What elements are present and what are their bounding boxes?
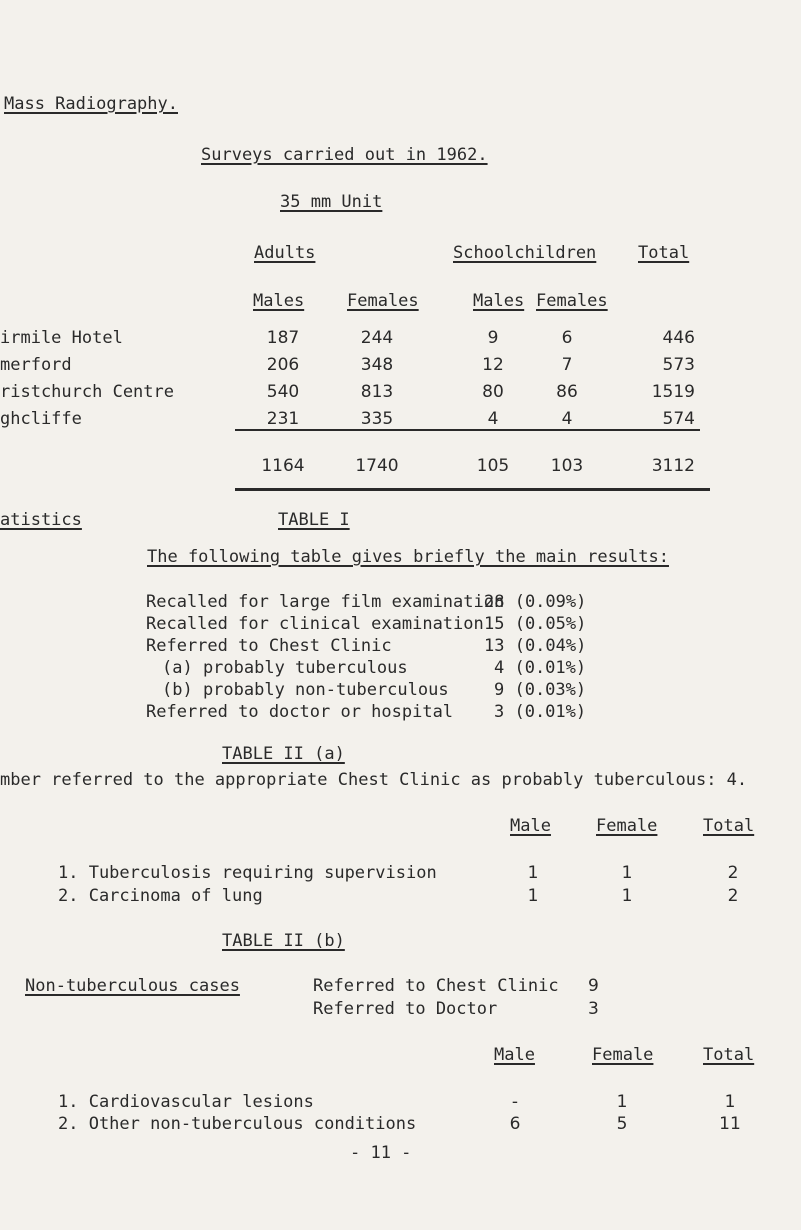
table-2b-row-label: 2. Other non-tuberculous conditions bbox=[58, 1114, 417, 1134]
table-2a-row-label: 1. Tuberculosis requiring supervision bbox=[58, 863, 437, 883]
grand-total: 3112 bbox=[651, 456, 695, 476]
subtotal-rule bbox=[235, 429, 700, 431]
table-2a-row-female: 1 bbox=[621, 863, 633, 883]
table-2a-row-male: 1 bbox=[527, 886, 539, 906]
total-adult-females: 1740 bbox=[355, 456, 399, 476]
table-2a-row-total: 2 bbox=[727, 886, 739, 906]
place-name: ghcliffe bbox=[0, 409, 82, 429]
table-1-intro: The following table gives briefly the main results: bbox=[147, 547, 669, 567]
adult-females-value: 244 bbox=[360, 328, 394, 348]
child-females-value: 86 bbox=[556, 382, 578, 402]
table-2a-row-total: 2 bbox=[727, 863, 739, 883]
page-number: - 11 - bbox=[350, 1143, 412, 1163]
table-2b-row-male: - bbox=[511, 1092, 519, 1112]
place-name: ristchurch Centre bbox=[0, 382, 174, 402]
table-2a-col-total: Total bbox=[703, 816, 755, 836]
referred-doctor-label: Referred to Doctor bbox=[313, 999, 498, 1019]
stat-label: Recalled for clinical examination bbox=[146, 614, 484, 634]
total-rule bbox=[235, 488, 710, 491]
table-2a-row-female: 1 bbox=[621, 886, 633, 906]
table-2a-label: TABLE II (a) bbox=[222, 744, 345, 764]
referred-doctor-value: 3 bbox=[588, 999, 599, 1019]
child-females-value: 4 bbox=[561, 409, 573, 429]
stat-value: 13 (0.04%) bbox=[484, 636, 587, 656]
table-2b-row-female: 1 bbox=[616, 1092, 628, 1112]
row-total-value: 574 bbox=[662, 409, 695, 429]
adult-females-value: 348 bbox=[360, 355, 394, 375]
stat-value: 4 (0.01%) bbox=[494, 658, 587, 678]
stat-value: 3 (0.01%) bbox=[494, 702, 587, 722]
table-2b-row-label: 1. Cardiovascular lesions bbox=[58, 1092, 314, 1112]
table-2a-intro: mber referred to the appropriate Chest Clinic as probably tuberculous: 4. bbox=[0, 770, 748, 790]
table-2b-col-male: Male bbox=[494, 1045, 535, 1065]
table-2b-row-female: 5 bbox=[616, 1114, 628, 1134]
adult-males-value: 187 bbox=[266, 328, 300, 348]
child-females-value: 6 bbox=[561, 328, 573, 348]
stat-label: Referred to Chest Clinic bbox=[146, 636, 392, 656]
table-2a-col-male: Male bbox=[510, 816, 551, 836]
stat-value: 28 (0.09%) bbox=[484, 592, 587, 612]
statistics-heading: atistics bbox=[0, 510, 82, 530]
referred-chest-value: 9 bbox=[588, 976, 599, 996]
row-total-value: 1519 bbox=[651, 382, 695, 402]
table-2a-row-label: 2. Carcinoma of lung bbox=[58, 886, 263, 906]
survey-subtitle: Surveys carried out in 1962. bbox=[201, 145, 488, 165]
document-title: Mass Radiography. bbox=[4, 94, 178, 114]
total-adult-males: 1164 bbox=[261, 456, 305, 476]
table-2a-row-male: 1 bbox=[527, 863, 539, 883]
stat-label: (b) probably non-tuberculous bbox=[162, 680, 449, 700]
row-total-value: 573 bbox=[662, 355, 695, 375]
row-total-value: 446 bbox=[662, 328, 695, 348]
child-males-value: 12 bbox=[482, 355, 504, 375]
place-name: irmile Hotel bbox=[0, 328, 123, 348]
stat-label: Referred to doctor or hospital bbox=[146, 702, 454, 722]
table-2b-row-total: 11 bbox=[719, 1114, 741, 1134]
total-child-males: 105 bbox=[476, 456, 510, 476]
table-2b-col-total: Total bbox=[703, 1045, 755, 1065]
table-2b-row-total: 1 bbox=[724, 1092, 736, 1112]
unit-label: 35 mm Unit bbox=[280, 192, 383, 212]
stat-value: 9 (0.03%) bbox=[494, 680, 587, 700]
header-adults: Adults bbox=[254, 243, 316, 263]
table-1-label: TABLE I bbox=[278, 510, 350, 530]
table-2b-col-female: Female bbox=[592, 1045, 654, 1065]
place-name: merford bbox=[0, 355, 72, 375]
adult-females-value: 813 bbox=[360, 382, 394, 402]
stat-label: (a) probably tuberculous bbox=[162, 658, 408, 678]
total-child-females: 103 bbox=[550, 456, 584, 476]
child-males-value: 80 bbox=[482, 382, 504, 402]
adult-males-value: 206 bbox=[266, 355, 300, 375]
stat-value: 15 (0.05%) bbox=[484, 614, 587, 634]
non-tuberculous-cases-label: Non-tuberculous cases bbox=[25, 976, 240, 996]
header-adult-males: Males bbox=[253, 291, 305, 311]
table-2b-row-male: 6 bbox=[509, 1114, 521, 1134]
child-males-value: 9 bbox=[487, 328, 499, 348]
table-2a-col-female: Female bbox=[596, 816, 658, 836]
referred-chest-label: Referred to Chest Clinic bbox=[313, 976, 559, 996]
adult-females-value: 335 bbox=[360, 409, 394, 429]
adult-males-value: 540 bbox=[266, 382, 300, 402]
header-total: Total bbox=[638, 243, 690, 263]
adult-males-value: 231 bbox=[266, 409, 300, 429]
header-child-females: Females bbox=[536, 291, 608, 311]
child-females-value: 7 bbox=[561, 355, 573, 375]
table-2b-label: TABLE II (b) bbox=[222, 931, 345, 951]
header-adult-females: Females bbox=[347, 291, 419, 311]
stat-label: Recalled for large film examination bbox=[146, 592, 505, 612]
header-child-males: Males bbox=[473, 291, 525, 311]
child-males-value: 4 bbox=[487, 409, 499, 429]
header-schoolchildren: Schoolchildren bbox=[453, 243, 597, 263]
